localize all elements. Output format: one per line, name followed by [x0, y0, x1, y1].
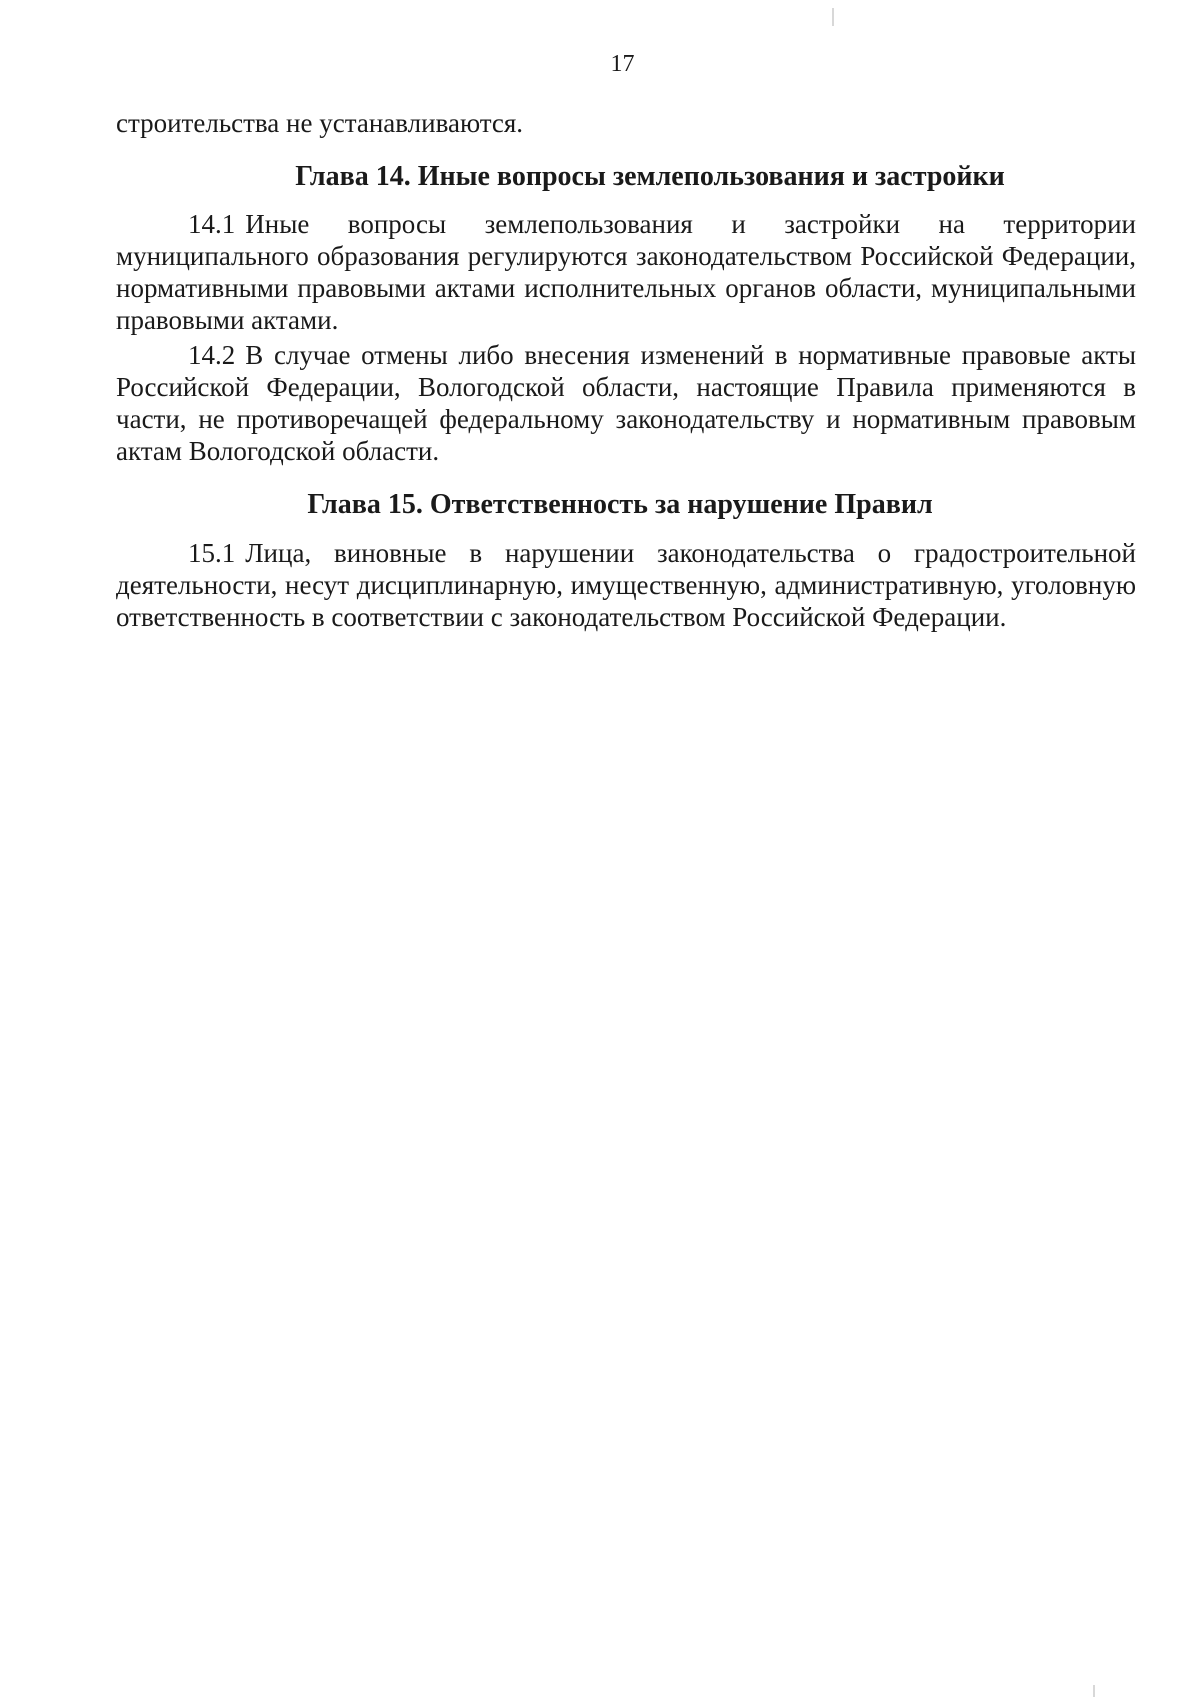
chapter-15-title: Глава 15. Ответственность за нарушение Правил — [307, 489, 933, 520]
chapter-14-title: Глава 14. Иные вопросы землепользования и застройки — [295, 161, 1005, 192]
scan-artifact — [832, 8, 834, 26]
page-number: 17 — [610, 51, 635, 77]
paragraph-number: 15.1 — [188, 538, 236, 568]
paragraph-14-1 — [116, 208, 1136, 336]
paragraph-14-2 — [116, 339, 1136, 467]
paragraph-number: 14.1 — [188, 209, 236, 239]
scan-artifact — [1093, 1685, 1095, 1697]
paragraph-number: 14.2 — [188, 340, 236, 370]
paragraph-text: В случае отмены либо внесения изменений в нормативные правовые акты Российской Федерации, Вологодской области, настоящие Правила применяются в части, не противоречащей федеральному законодательству и нормативным правовым актам Вологодской области. — [116, 340, 1136, 466]
paragraph-15-1 — [116, 537, 1136, 633]
continuation-text: строительства не устанавливаются. — [116, 108, 524, 138]
paragraph-text: Лица, виновные в нарушении законодательства о градостроительной деятельности, несут дисциплинарную, имущественную, административную, уголовную ответственность в соответствии с законодательством Российской Федерации. — [116, 538, 1136, 632]
paragraph-text: Иные вопросы землепользования и застройки на территории муниципального образования регулируются законодательством Российской Федерации, нормативными правовыми актами исполнительных органов области, муниципальными правовыми актами. — [116, 209, 1136, 335]
